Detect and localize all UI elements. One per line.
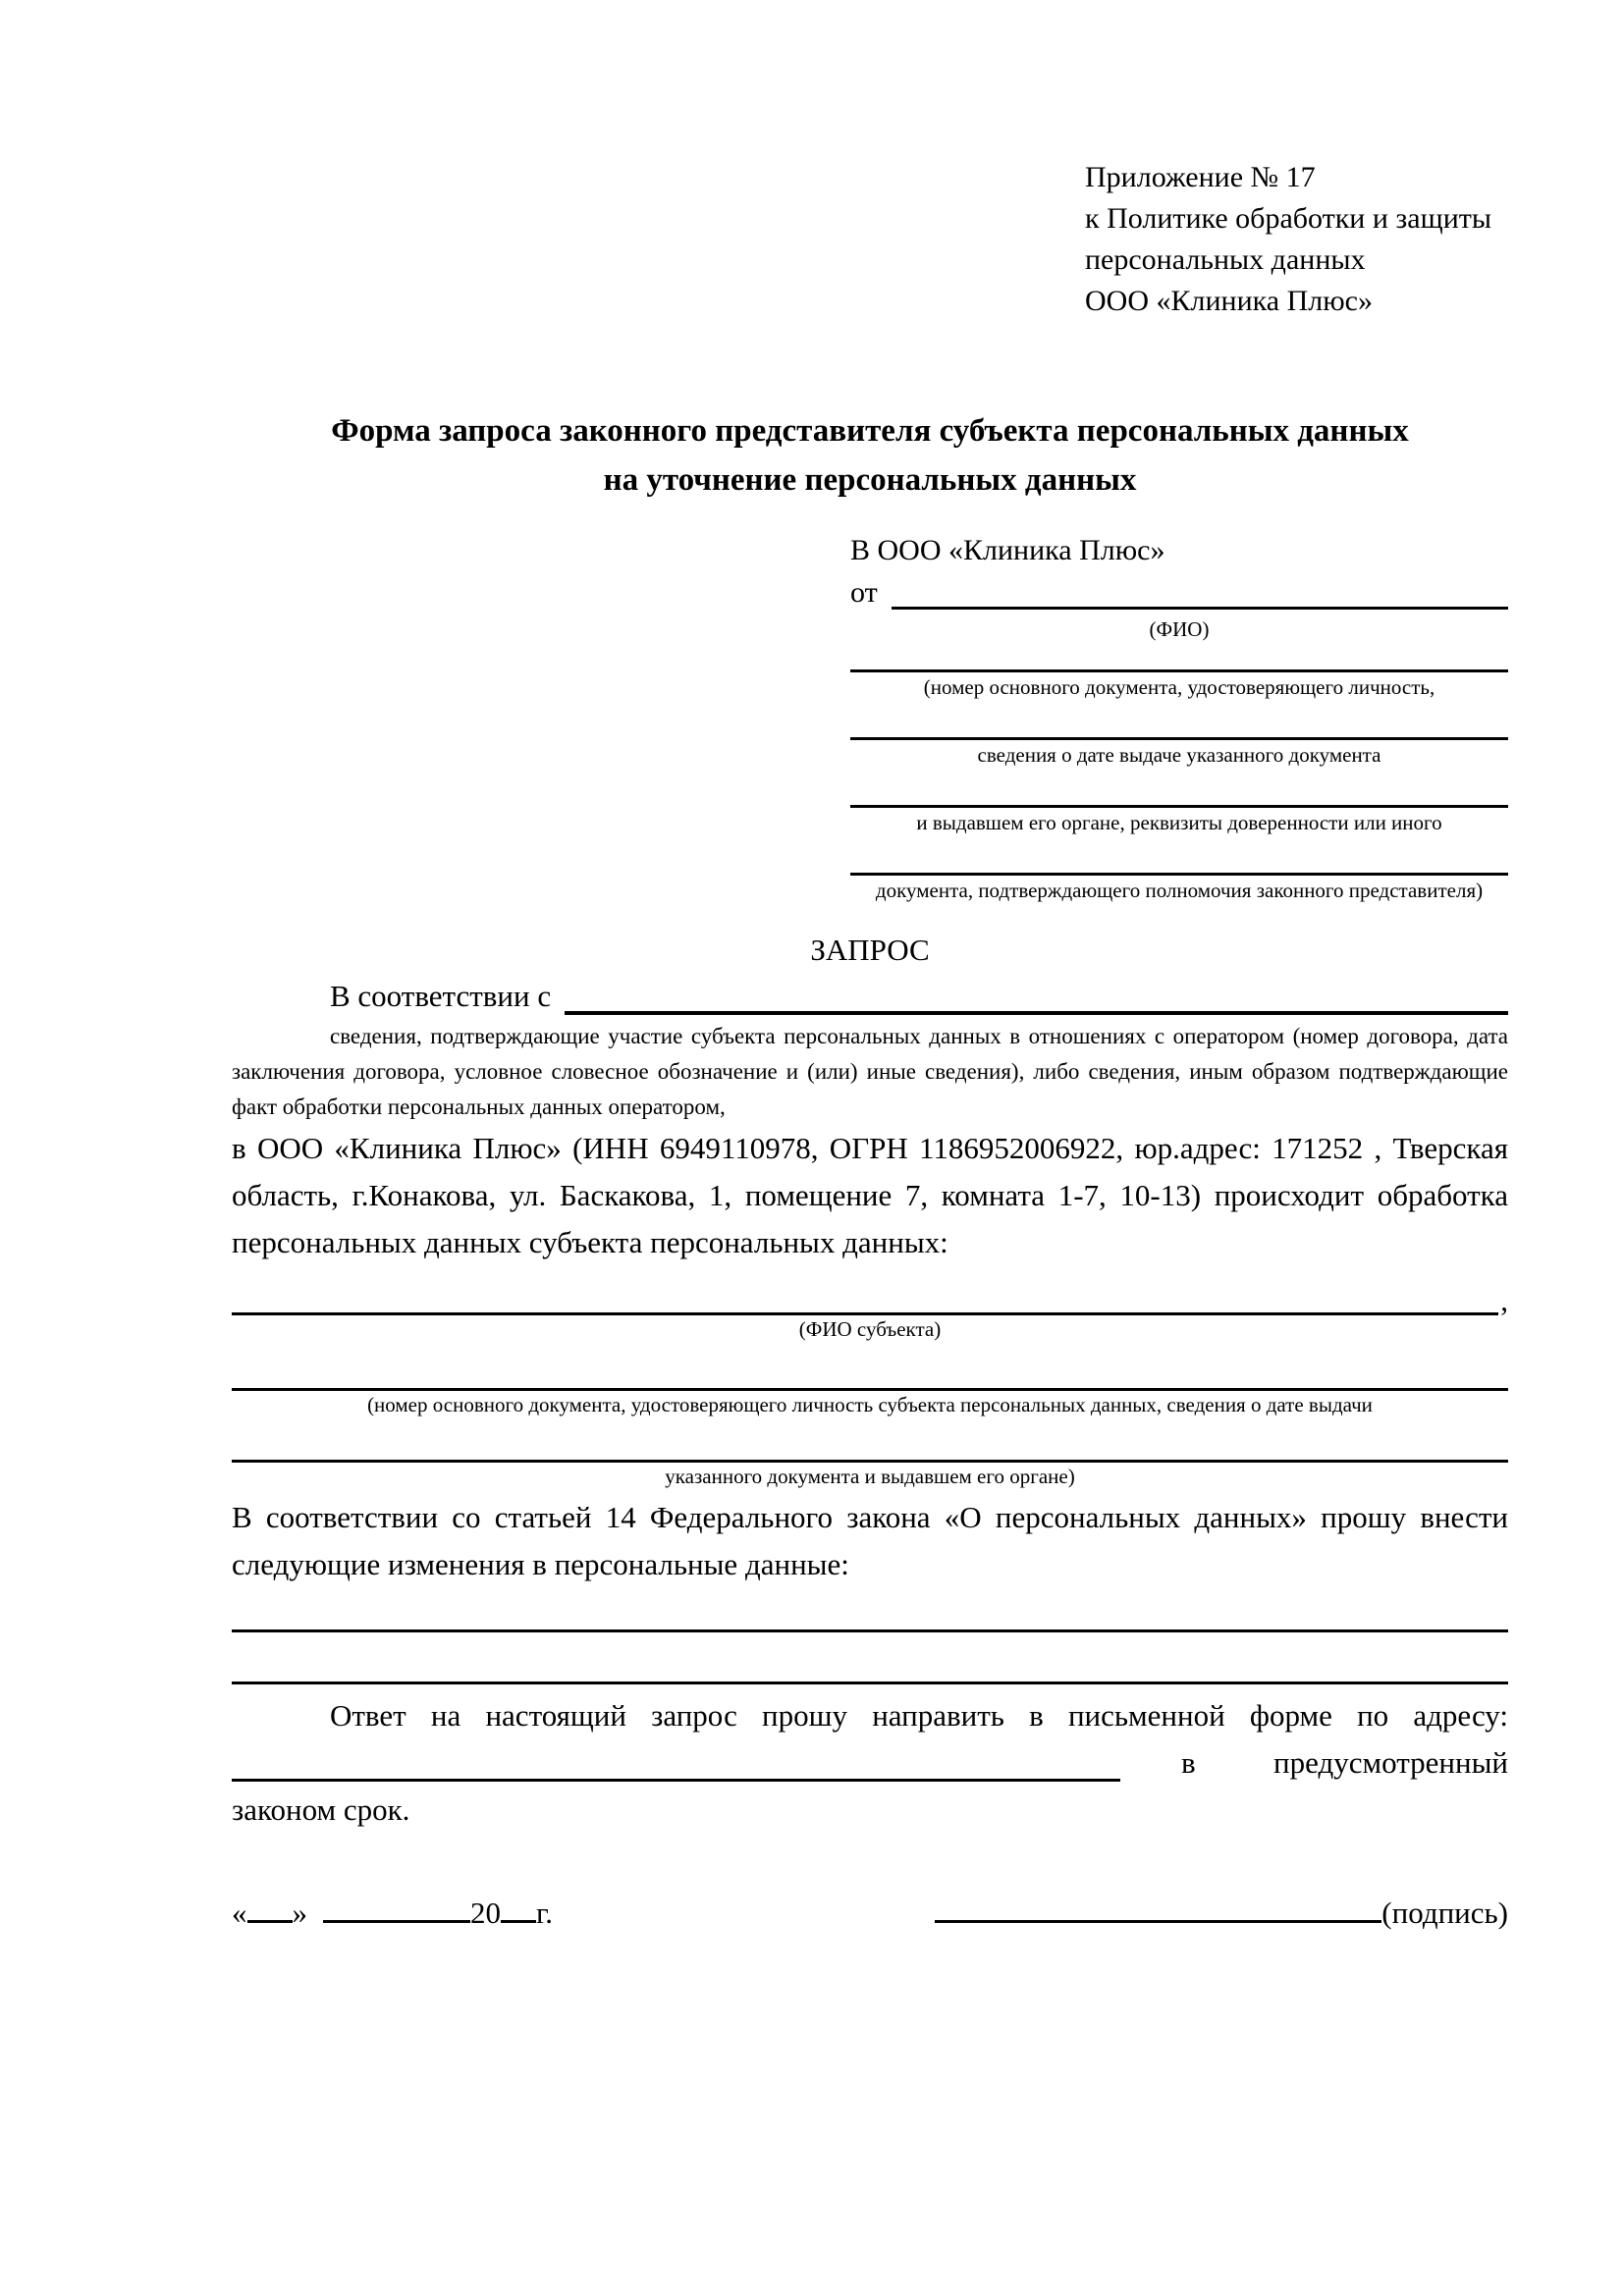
authority-blank-field[interactable] [850,837,1508,876]
appendix-line: Приложение № 17 [1085,161,1316,193]
accordance-row [232,974,1508,1019]
document-title [232,406,1508,505]
law-paragraph: В соответствии со статьей 14 Федерального закона «О персональных данных» прошу внести следующие изменения в персональные данные: [232,1500,1508,1581]
date-signature-row [232,1891,1508,1936]
authority-caption: документа, подтверждающего полномочия законного представителя) [875,879,1484,902]
quote-open: « [232,1896,247,1930]
changes-blank-field-2[interactable] [232,1632,1508,1684]
appendix-line: персональных данных [1085,243,1366,276]
representative-doc-group [850,644,1508,702]
addressee-block [850,530,1508,905]
subject-doc-caption-1: (номер основного документа, удостоверяющего личность субъекта персональных данных, сведения о дате выдачи [367,1393,1373,1416]
quote-close: » [292,1896,307,1930]
representative-doc-blank-field[interactable] [850,644,1508,672]
from-label: от [850,576,878,609]
day-blank-field[interactable] [247,1920,293,1923]
subject-fio-caption: (ФИО субъекта) [798,1317,942,1341]
document-title-line: Форма запроса законного представителя субъекта персональных данных [331,413,1409,449]
response-line3: законом срок. [232,1792,410,1827]
request-heading: ЗАПРОС [810,933,930,967]
issue-date-blank-field[interactable] [850,702,1508,740]
response-mid-right: предусмотренный [1273,1745,1508,1780]
doc-number-caption: (номер основного документа, удостоверяющего личность, [923,675,1435,699]
month-blank-field[interactable] [323,1920,470,1923]
issue-date-group [850,702,1508,770]
document-title-line: на уточнение персональных данных [603,462,1137,498]
to-organization: В ООО «Клиника Плюс» [850,534,1165,566]
from-row [850,571,1508,614]
subject-fio-row [232,1283,1508,1317]
year-suffix: г. [536,1896,553,1930]
appendix-block [1085,157,1508,322]
representative-name-blank-field[interactable] [892,607,1508,610]
year-blank-field[interactable] [501,1920,536,1923]
response-line1: Ответ на настоящий запрос прошу направить в письменной форме по адресу: [330,1698,1508,1733]
issuer-group [850,770,1508,837]
subject-doc-blank-field-1[interactable] [232,1343,1508,1391]
trailing-comma: , [1500,1283,1508,1317]
subject-fio-blank-field[interactable] [232,1289,1498,1315]
subject-doc-caption-2: указанного документа и выдавшем его органе) [665,1465,1075,1488]
appendix-line: ООО «Клиника Плюс» [1085,285,1373,317]
changes-blank-field-1[interactable] [232,1588,1508,1632]
fio-caption: (ФИО) [1149,617,1210,641]
response-address-blank-field[interactable] [232,1779,1120,1782]
accordance-blank-field[interactable] [565,1011,1508,1015]
year-prefix: 20 [470,1896,501,1930]
issue-date-caption: сведения о дате выдаче указанного документа [977,743,1381,767]
issuer-blank-field[interactable] [850,770,1508,808]
small-print-note: сведения, подтверждающие участие субъекта персональных данных в отношениях с оператором (номер договора, дата заключения договора, условное словесное обозначение и (или) иные сведения), либо сведения, иным образом подтверждающие факт обработки персональных данных оператором, [232,1024,1508,1119]
signature-blank-field[interactable] [935,1920,1381,1923]
issuer-caption: и выдавшем его органе, реквизиты доверенности или иного [916,811,1442,834]
signature-caption: (подпись) [1381,1896,1508,1930]
operator-paragraph: в ООО «Клиника Плюс» (ИНН 6949110978, ОГРН 1186952006922, юр.адрес: 171252 , Тверская область, г.Конакова, ул. Баскакова, 1, помещение 7, комната 1-7, 10-13) происходит обработка персональных данных субъекта персональных данных: [232,1131,1508,1259]
response-address-row [232,1739,1508,1787]
accordance-label: В соответствии с [330,979,552,1013]
appendix-line: к Политике обработки и защиты [1085,202,1492,235]
authority-group [850,837,1508,905]
subject-doc-blank-field-2[interactable] [232,1418,1508,1463]
response-mid-word: в [1181,1745,1196,1780]
signature-group [935,1891,1508,1936]
date-group [232,1891,553,1936]
